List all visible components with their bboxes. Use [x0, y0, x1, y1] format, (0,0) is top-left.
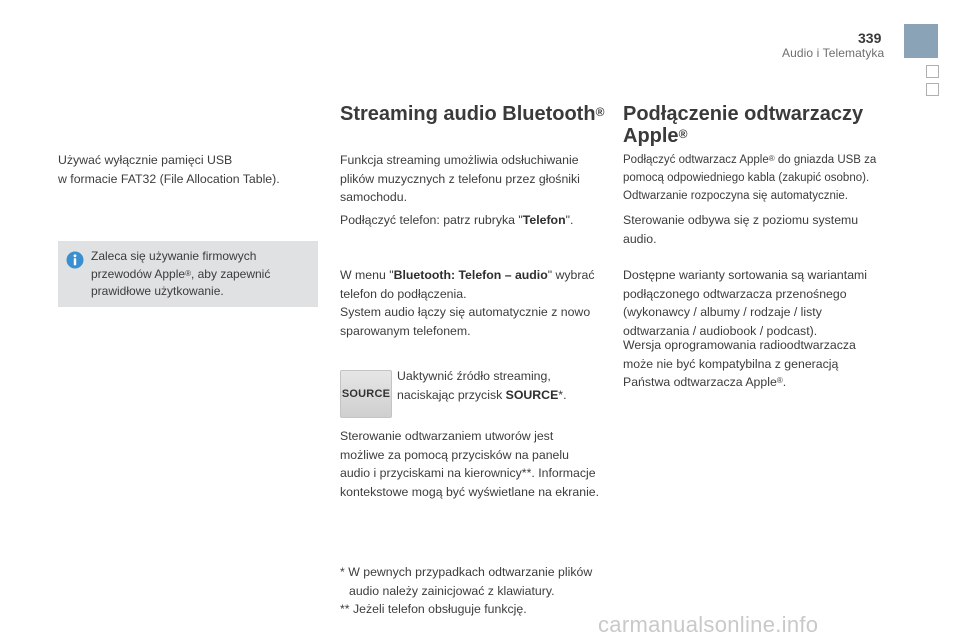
- footnote-continued: audio należy zainicjować z klawiatury.: [349, 583, 555, 598]
- paragraph: Dostępne warianty sortowania są wariantami podłączonego odtwarzacza przenośnego (wykonawcy / albumy / rodzaje / listy odtwarzania / audiobook / podcast).: [623, 268, 868, 338]
- usb-note: [58, 151, 280, 188]
- info-text-line: prawidłowe użytkowanie.: [91, 284, 224, 298]
- registered-mark: ®: [678, 127, 688, 141]
- chapter-tab-marker: [926, 83, 939, 96]
- registered-mark: ®: [595, 105, 605, 119]
- registered-mark: ®: [185, 268, 191, 278]
- paragraph: Wersja oprogramowania radioodtwarzacza może nie być kompatybilna z generacją Państwa odtwarzacza Apple®.: [623, 338, 856, 389]
- info-text-line: Zaleca się używanie firmowych: [91, 249, 257, 263]
- paragraph: Uaktywnić źródło streaming, naciskając przycisk SOURCE*.: [397, 369, 567, 402]
- info-icon: [66, 251, 84, 269]
- chapter-tab-marker: [926, 65, 939, 78]
- usb-note-line: Używać wyłącznie pamięci USB: [58, 153, 233, 167]
- section-title: Audio i Telematyka: [782, 46, 885, 60]
- registered-mark: ®: [776, 376, 783, 385]
- footnotes: [340, 563, 592, 619]
- section-heading-bluetooth: Streaming audio Bluetooth®: [340, 103, 605, 125]
- chapter-tab: [904, 24, 938, 58]
- section-heading-apple: Podłączenie odtwarzaczy Apple®: [623, 103, 864, 147]
- paragraph: Podłączyć telefon: patrz rubryka "Telefon".: [340, 213, 574, 227]
- watermark: carmanualsonline.info: [598, 612, 819, 637]
- page-number: 339: [858, 30, 882, 46]
- paragraph: Sterowanie odbywa się z poziomu systemu audio.: [623, 213, 859, 246]
- paragraph: W menu "Bluetooth: Telefon – audio" wybrać telefon do podłączenia. System audio łączy się automatycznie z nowo sparowanym telefonem.: [340, 268, 595, 338]
- footnote: * W pewnych przypadkach odtwarzanie plików: [340, 565, 593, 579]
- registered-mark: ®: [768, 154, 775, 163]
- source-button: SOURCE: [340, 370, 392, 418]
- info-text-line: przewodów Apple®, aby zapewnić: [91, 266, 271, 281]
- paragraph: Funkcja streaming umożliwia odsłuchiwanie plików muzycznych z telefonu przez głośniki samochodu.: [340, 153, 580, 204]
- usb-note-line: w formacie FAT32 (File Allocation Table).: [58, 171, 280, 186]
- info-text: [91, 248, 311, 301]
- footnote: ** Jeżeli telefon obsługuje funkcję.: [340, 602, 527, 616]
- paragraph: Sterowanie odtwarzaniem utworów jest możliwe za pomocą przycisków na panelu audio i przyciskami na kierownicy**. Informacje kontekstowe mogą być wyświetlane na ekranie.: [340, 429, 600, 499]
- paragraph: Podłączyć odtwarzacz Apple® do gniazda USB za pomocą odpowiedniego kabla (zakupić osobno). Odtwarzanie rozpoczyna się automatycznie.: [623, 154, 877, 202]
